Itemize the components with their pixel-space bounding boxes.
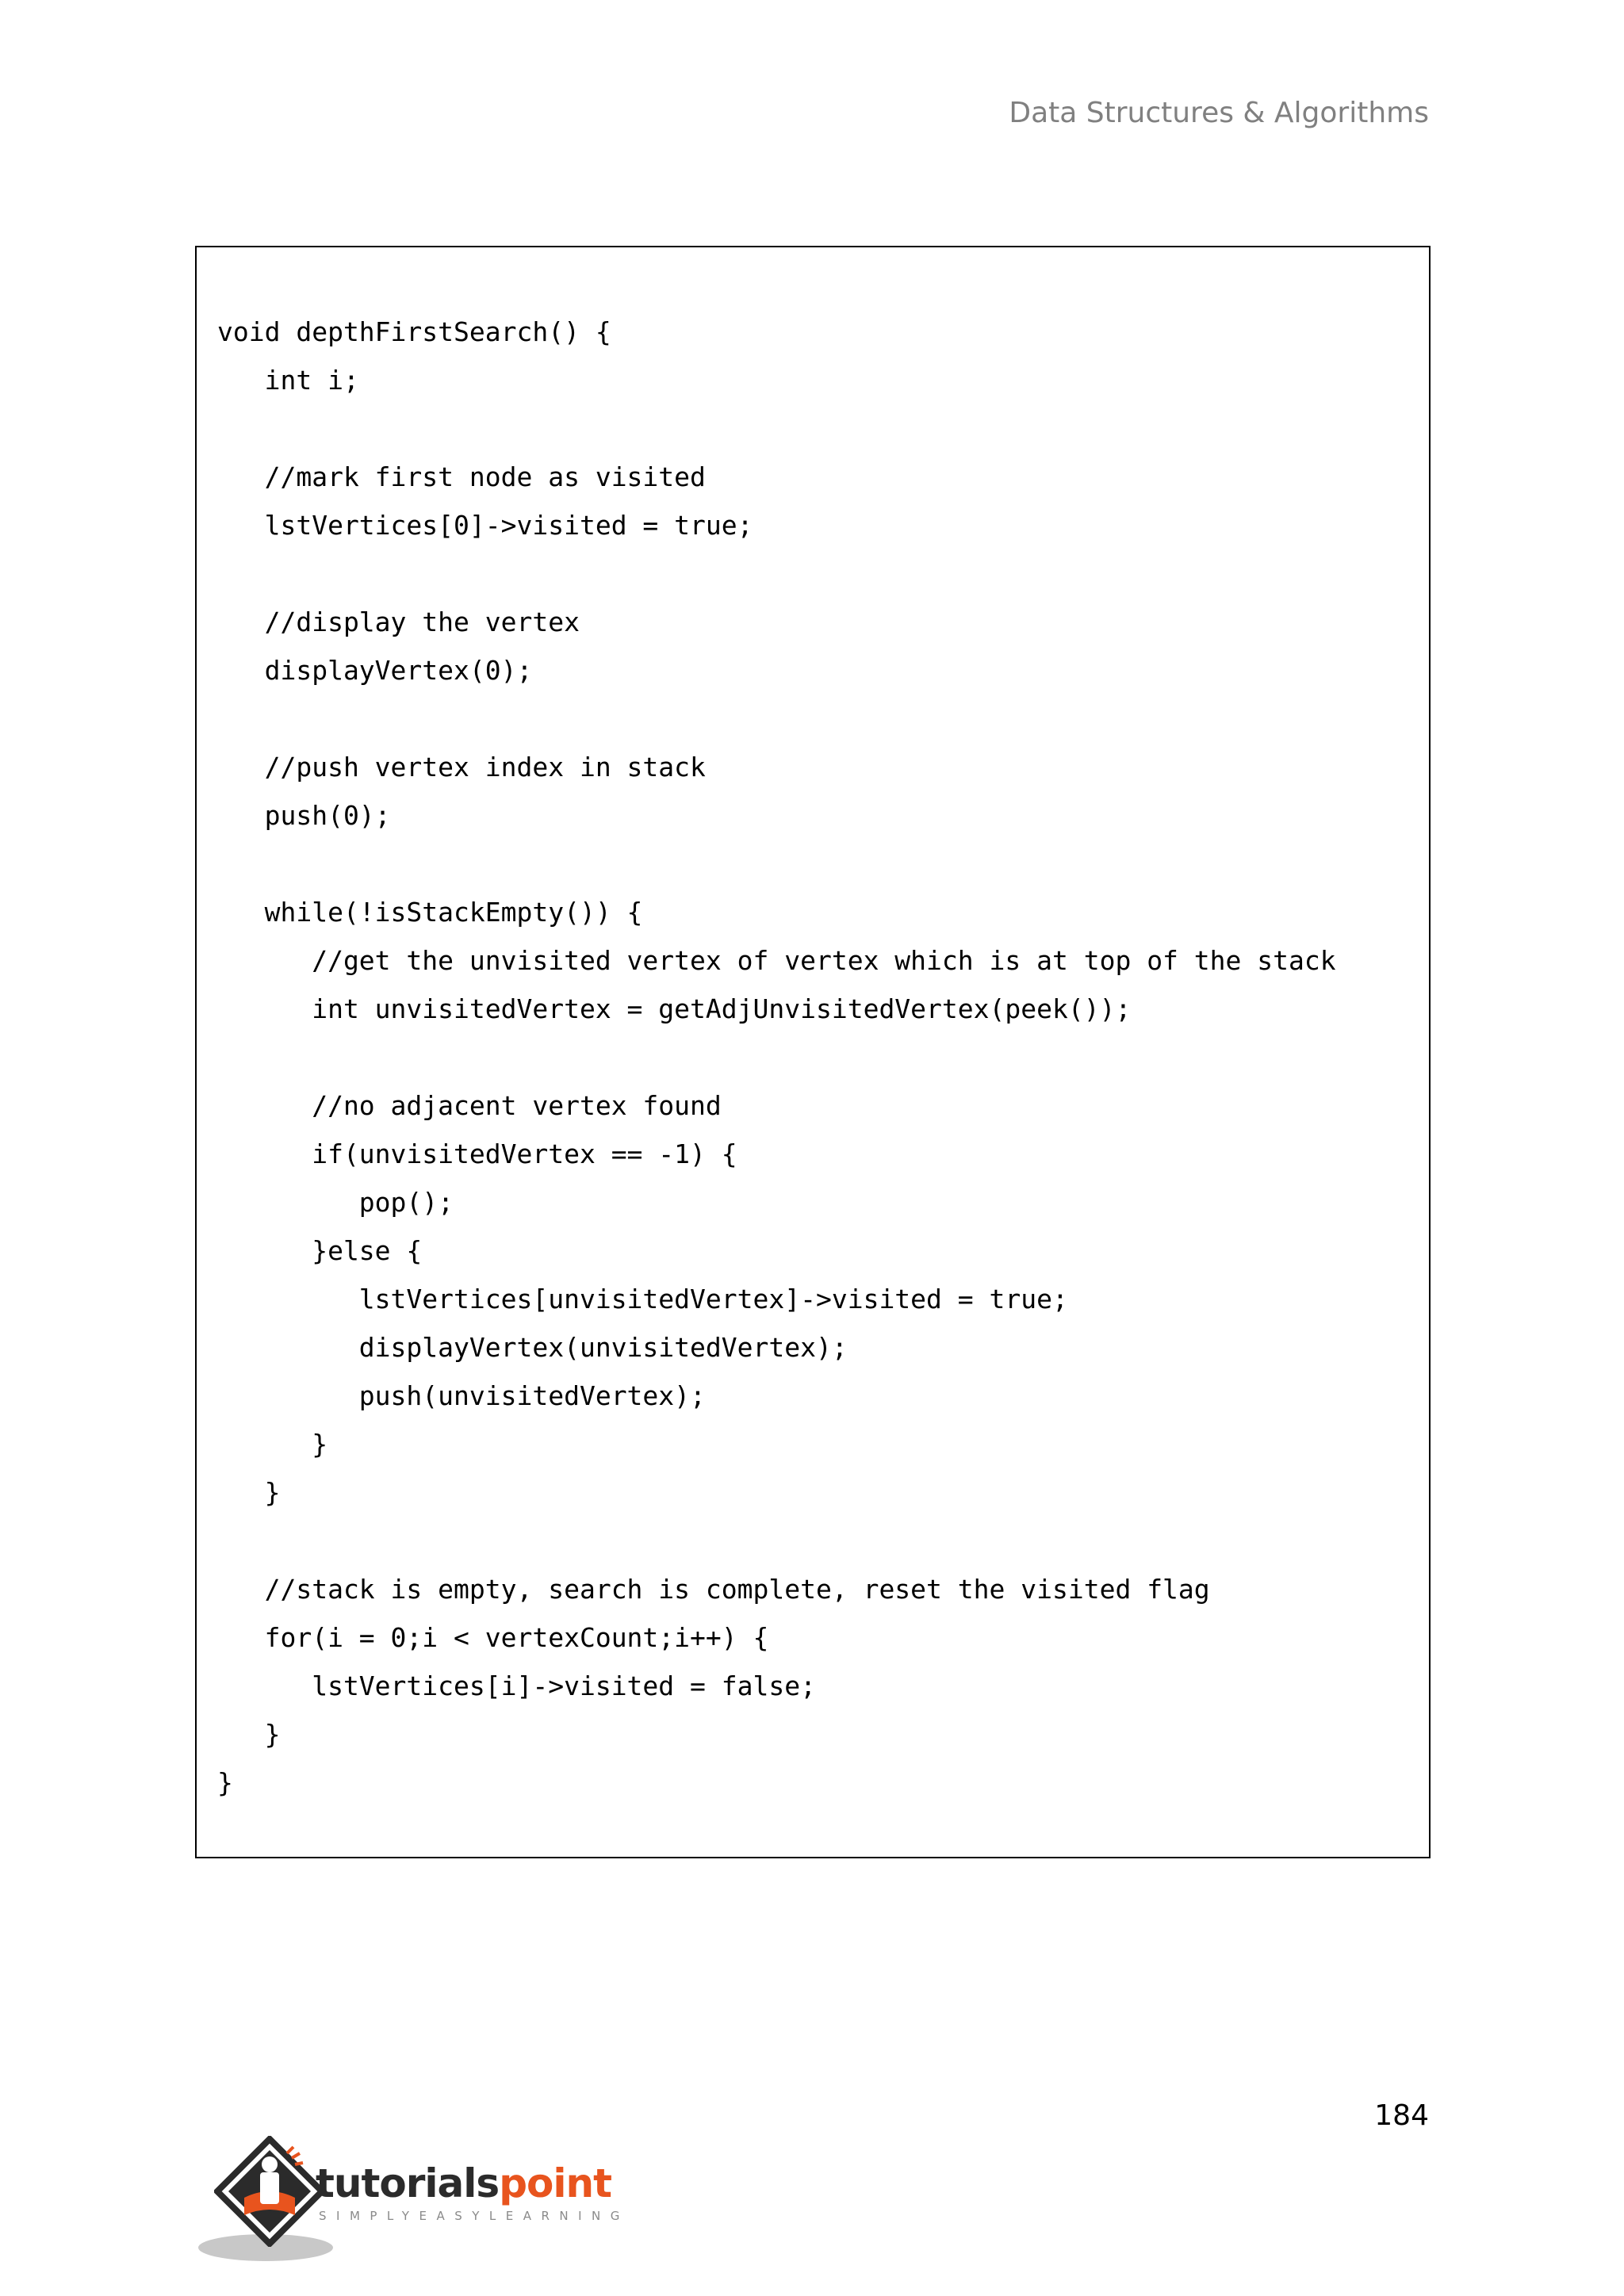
code-line — [217, 404, 1336, 453]
code-line: push(0); — [217, 800, 391, 831]
running-header: Data Structures & Algorithms — [1009, 97, 1429, 129]
logo-wordmark-part2: point — [499, 2160, 611, 2206]
code-line: pop(); — [217, 1187, 454, 1218]
code-line: if(unvisitedVertex == -1) { — [217, 1138, 737, 1169]
code-line: //display the vertex — [217, 607, 580, 637]
tutorialspoint-diamond-logo-icon — [214, 2136, 325, 2247]
code-line: displayVertex(0); — [217, 655, 533, 686]
code-line — [217, 1517, 1336, 1565]
code-line: //get the unvisited vertex of vertex which is at top of the stack — [217, 945, 1336, 976]
code-line — [217, 695, 1336, 743]
page-number: 184 — [1374, 2099, 1429, 2132]
code-line — [217, 549, 1336, 598]
code-line: while(!isStackEmpty()) { — [217, 897, 643, 928]
code-line: //no adjacent vertex found — [217, 1090, 722, 1121]
code-line: } — [217, 1429, 328, 1460]
code-line: int unvisitedVertex = getAdjUnvisitedVertex(peek()); — [217, 993, 1132, 1024]
code-block — [195, 246, 1431, 1858]
logo-wordmark — [316, 2160, 611, 2207]
code-line: void depthFirstSearch() { — [217, 316, 611, 347]
code-lines — [217, 308, 1336, 1807]
logo-tagline: SIMPLYEASYLEARNING — [319, 2209, 630, 2223]
tutorialspoint-logo — [195, 2130, 639, 2264]
code-line — [217, 1033, 1336, 1081]
code-line: }else { — [217, 1235, 423, 1266]
code-line: //push vertex index in stack — [217, 752, 706, 783]
code-line: int i; — [217, 365, 359, 396]
code-line: for(i = 0;i < vertexCount;i++) { — [217, 1622, 769, 1653]
code-line: lstVertices[i]->visited = false; — [217, 1670, 816, 1701]
code-line: displayVertex(unvisitedVertex); — [217, 1332, 848, 1363]
code-line: } — [217, 1767, 233, 1798]
logo-wordmark-part1: tutorials — [316, 2160, 500, 2206]
code-line: } — [217, 1477, 281, 1508]
code-line: } — [217, 1719, 281, 1750]
code-line: lstVertices[unvisitedVertex]->visited = true; — [217, 1284, 1068, 1314]
code-line: push(unvisitedVertex); — [217, 1380, 706, 1411]
code-line: //stack is empty, search is complete, reset the visited flag — [217, 1574, 1210, 1605]
code-line — [217, 840, 1336, 888]
code-line: //mark first node as visited — [217, 461, 706, 492]
code-line: lstVertices[0]->visited = true; — [217, 510, 753, 541]
